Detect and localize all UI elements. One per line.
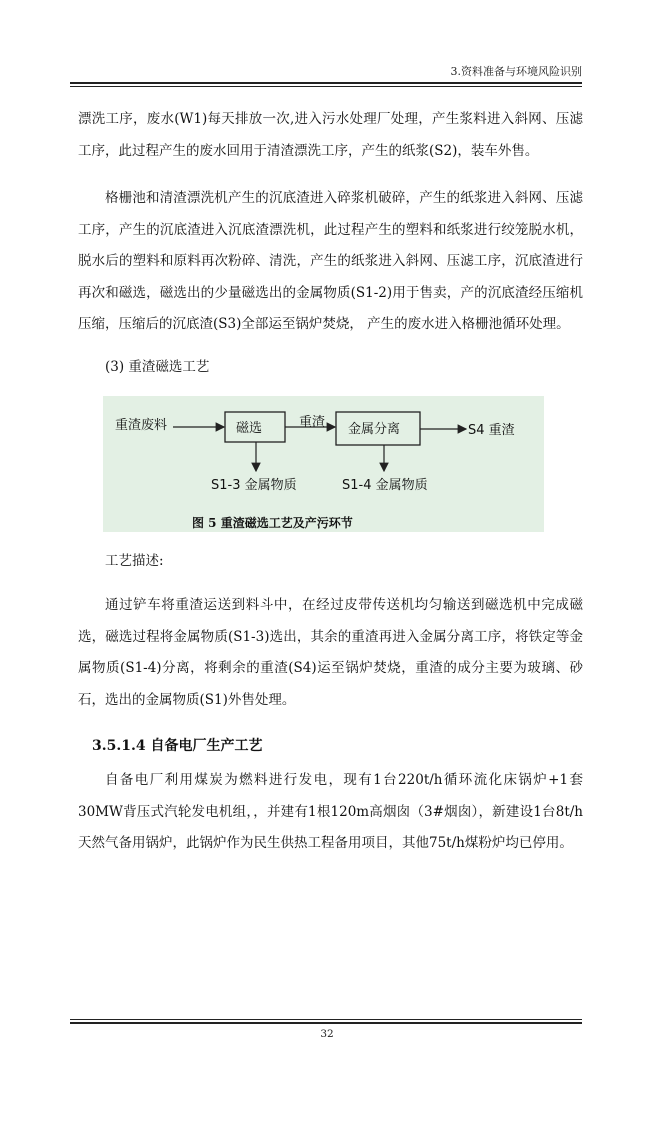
output-label: S4 重渣 [468,423,515,438]
process-description-label: 工艺描述: [105,553,164,569]
paragraph-heavy-residue: 通过铲车将重渣运送到料斗中，在经过皮带传送机均匀输送到磁选机中完成磁选，磁选过程将金属物质(S1-3)选出，其余的重渣再进入金属分离工序，将铁定等金属物质(S1-4)分离，将剩余的重渣(S4)运至锅炉焚烧，重渣的成分主要为玻璃、砂石，选出的金属物质(S1)外售处理。 [78,597,583,708]
running-header: 3.资料准备与环境风险识别 [450,65,582,78]
page-number: 32 [320,1028,334,1040]
paragraph-rinse-process: 漂洗工序，废水(W1)每天排放一次,进入污水处理厂处理，产生浆料进入斜网、压滤工序，此过程产生的废水回用于清渣漂洗工序，产生的纸浆(S2)，装车外售。 [78,111,583,159]
output-metal-2: S1-4 金属物质 [342,478,428,493]
footer-rule-thin [70,1019,582,1020]
box-metal-separation-label: 金属分离 [348,422,401,437]
subheading-heavy-residue: (3) 重渣磁选工艺 [105,359,210,375]
flow-label: 重渣 [299,415,326,430]
section-heading: 3.5.1.4 自备电厂生产工艺 [92,738,263,754]
figure-caption: 图 5 重渣磁选工艺及产污环节 [192,516,353,530]
paragraph-power-plant: 自备电厂利用煤炭为燃料进行发电，现有1台220t/h循环流化床锅炉+1套30MW背压式汽轮发电机组，，并建有1根120m高烟囱（3#烟囱），新建设1台8t/h天然气备用锅炉，此锅炉作为民生供热工程备用项目，其他75t/h煤粉炉均已停用。 [78,772,583,851]
output-metal-1: S1-3 金属物质 [211,478,297,493]
box-magnetic-separation-label: 磁选 [236,421,263,436]
footer-rule [70,1022,582,1024]
flow-diagram-svg [103,396,544,532]
paragraph-sediment-process: 格栅池和清渣漂洗机产生的沉底渣进入碎浆机破碎，产生的纸浆进入斜网、压滤工序，产生的沉底渣进入沉底渣漂洗机，此过程产生的塑料和纸浆进行绞笼脱水机，脱水后的塑料和原料再次粉碎、清洗，产生的纸浆进入斜网、压滤工序，沉底渣进行再次和磁选，磁选出的少量磁选出的金属物质(S1-2)用于售卖，产的沉底渣经压缩机压缩，压缩后的沉底渣(S3)全部运至锅炉焚烧， 产生的废水进入格栅池循环处理。 [78,190,583,332]
header-rule-thin [70,86,582,87]
input-label: 重渣废料 [115,418,168,433]
header-rule [70,82,582,84]
process-flow-diagram [103,396,544,532]
